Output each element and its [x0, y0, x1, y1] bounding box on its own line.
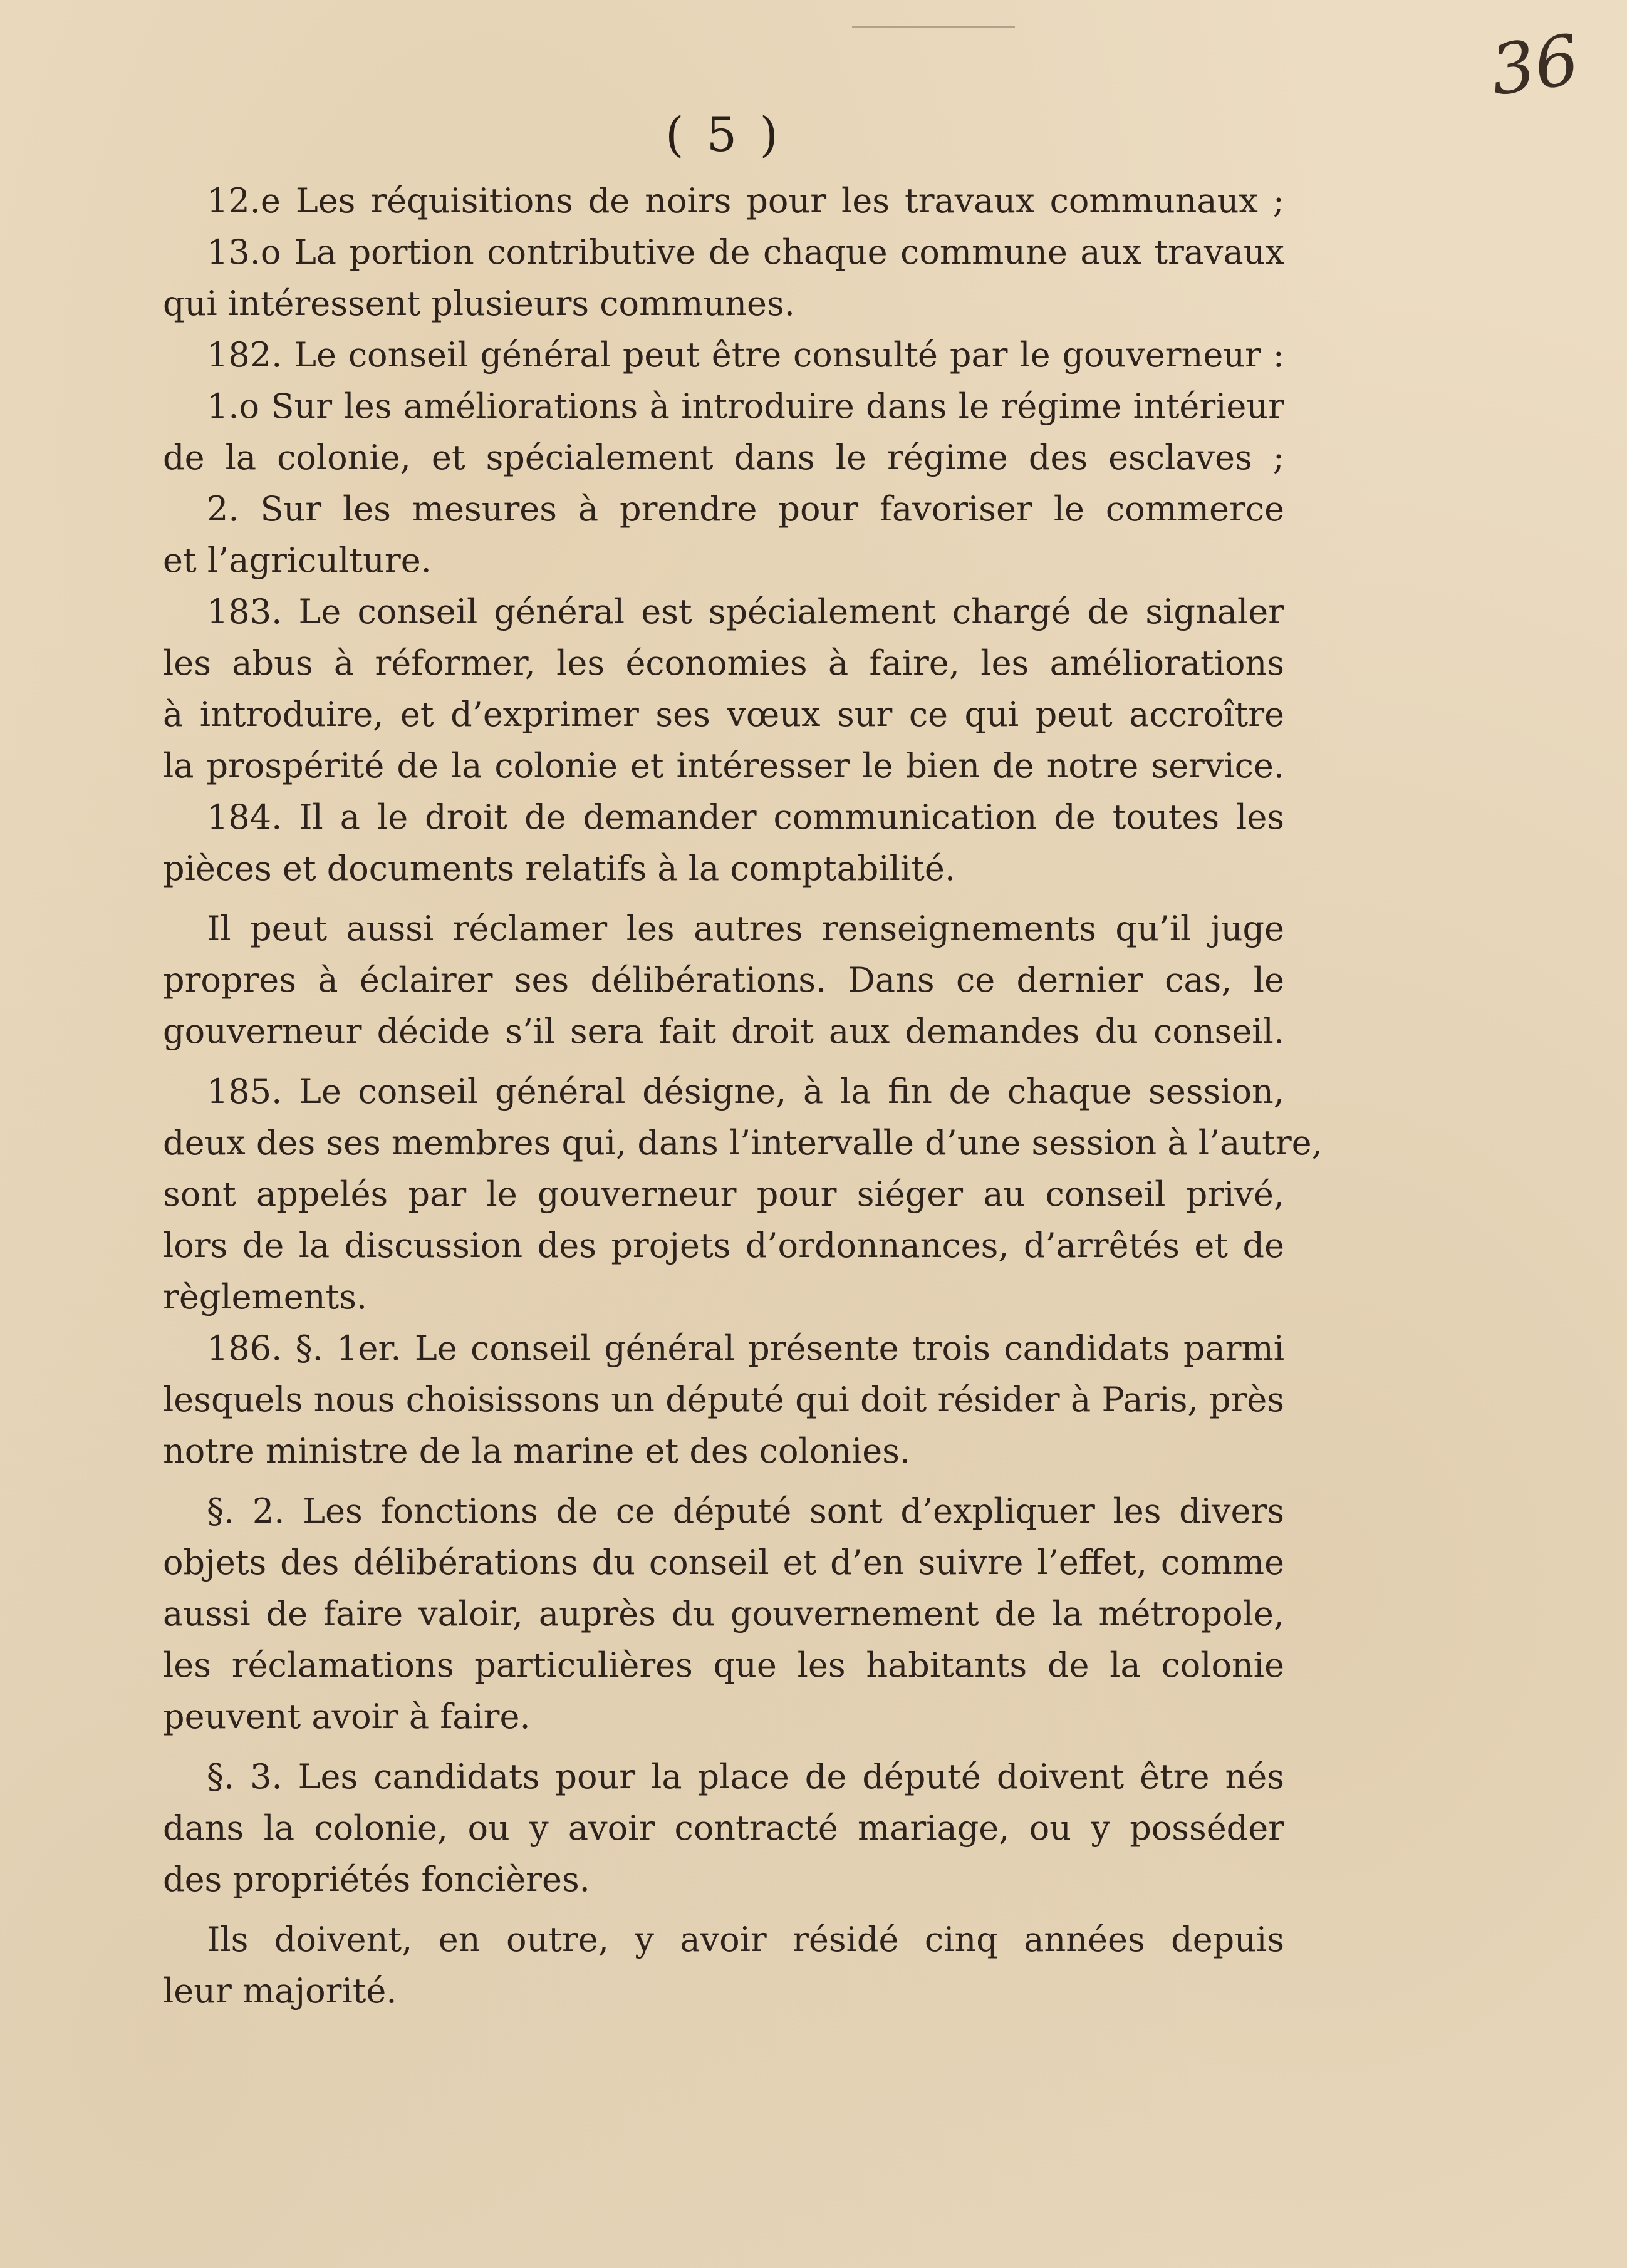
text-line: sont appelés par le gouverneur pour siéger au conseil privé,	[163, 1174, 1284, 1214]
text-line: peuvent avoir à faire.	[163, 1697, 531, 1736]
text-line: des propriétés foncières.	[163, 1860, 590, 1899]
text-line: 2. Sur les mesures à prendre pour favoriser le commerce	[207, 489, 1284, 529]
text-line: de la colonie, et spécialement dans le régime des esclaves ;	[163, 438, 1284, 477]
text-line: 183. Le conseil général est spécialement chargé de signaler	[207, 592, 1284, 631]
text-line: notre ministre de la marine et des colonies.	[163, 1431, 911, 1471]
text-line: deux des ses membres qui, dans l’intervalle d’une session à l’autre,	[163, 1123, 1323, 1162]
text-line: à introduire, et d’exprimer ses vœux sur ce qui peut accroître	[163, 695, 1284, 734]
text-line: 1.o Sur les améliorations à introduire dans le régime intérieur	[207, 386, 1284, 426]
page-number: ( 5 )	[665, 106, 782, 162]
text-line: 13.o La portion contributive de chaque commune aux travaux	[207, 232, 1284, 272]
text-line: objets des délibérations du conseil et d’en suivre l’effet, comme	[163, 1543, 1284, 1582]
text-line: §. 2. Les fonctions de ce député sont d’expliquer les divers	[207, 1491, 1284, 1531]
text-line: la prospérité de la colonie et intéresser le bien de notre service.	[163, 746, 1284, 785]
top-rule-divider	[852, 26, 1015, 28]
body-text	[163, 175, 1323, 2017]
text-line: 184. Il a le droit de demander communication de toutes les	[207, 797, 1284, 837]
text-line: 182. Le conseil général peut être consulté par le gouverneur :	[207, 335, 1284, 375]
text-line: leur majorité.	[163, 1971, 397, 2011]
text-line: Il peut aussi réclamer les autres renseignements qu’il juge	[207, 909, 1284, 948]
text-line: 12.e Les réquisitions de noirs pour les travaux communaux ;	[207, 181, 1284, 220]
handwritten-folio-number: 36	[1485, 19, 1584, 111]
text-line: §. 3. Les candidats pour la place de député doivent être nés	[207, 1757, 1284, 1796]
text-line: règlements.	[163, 1277, 368, 1317]
text-line: aussi de faire valoir, auprès du gouvernement de la métropole,	[163, 1594, 1284, 1634]
text-line: 186. §. 1er. Le conseil général présente trois candidats parmi	[207, 1328, 1284, 1368]
text-line: Ils doivent, en outre, y avoir résidé cinq années depuis	[207, 1920, 1284, 1959]
text-line: dans la colonie, ou y avoir contracté mariage, ou y posséder	[163, 1808, 1284, 1848]
text-line: propres à éclairer ses délibérations. Dans ce dernier cas, le	[163, 960, 1284, 1000]
text-line: les réclamations particulières que les habitants de la colonie	[163, 1645, 1284, 1685]
text-line: et l’agriculture.	[163, 541, 432, 580]
text-line: les abus à réformer, les économies à faire, les améliorations	[163, 643, 1284, 683]
text-line: qui intéressent plusieurs communes.	[163, 284, 795, 323]
text-line: gouverneur décide s’il sera fait droit aux demandes du conseil.	[163, 1012, 1284, 1051]
text-line: 185. Le conseil général désigne, à la fin de chaque session,	[207, 1072, 1284, 1111]
text-line: pièces et documents relatifs à la comptabilité.	[163, 849, 955, 888]
text-line: lesquels nous choisissons un député qui doit résider à Paris, près	[163, 1380, 1284, 1419]
text-line: lors de la discussion des projets d’ordonnances, d’arrêtés et de	[163, 1226, 1284, 1265]
